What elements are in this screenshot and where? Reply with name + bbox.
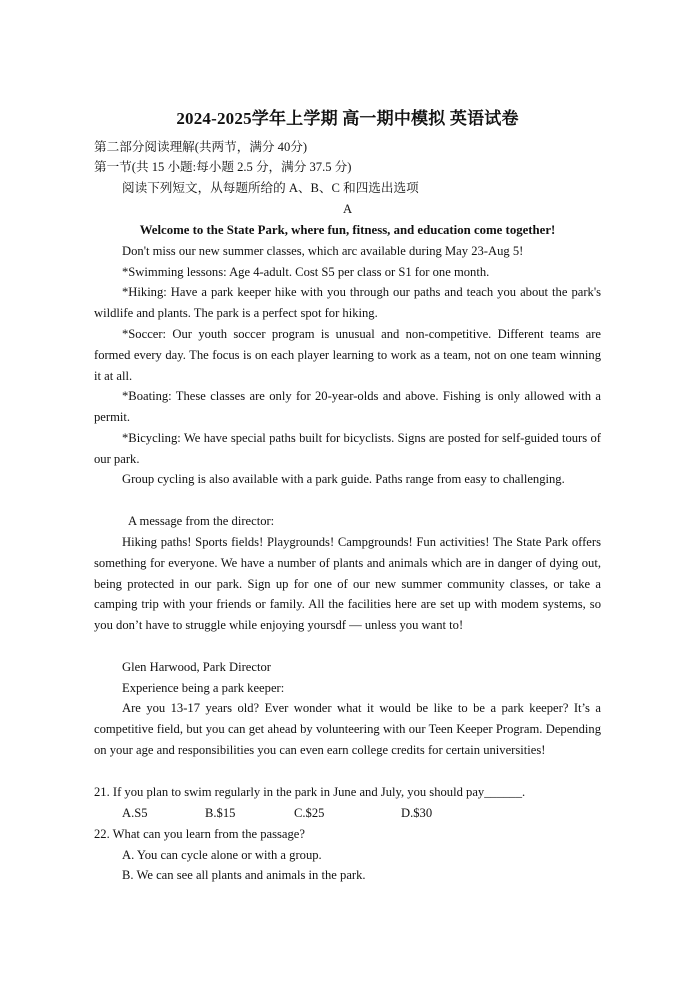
director-message: Hiking paths! Sports fields! Playgrounds! Campgrounds! Fun activities! The State Park offers something for everyone. We have a number of plants and animals which are in danger of dying out, being protected in our park. Sign up for one of our new summer community classes, or take a camping trip with your friends or family. All the facilities here are set up with modem systems, so you don’t have to struggle while enjoying yoursdf ― unless you want to! bbox=[94, 535, 601, 633]
exam-title: 2024-2025学年上学期 高一期中模拟 英语试卷 bbox=[176, 109, 519, 128]
group-cycling-paragraph: Group cycling is also available with a park guide. Paths range from easy to challenging. bbox=[122, 472, 565, 486]
keeper-paragraph: Are you 13-17 years old? Ever wonder what it would be like to be a park keeper? It’s a competitive field, but you can get ahead by volunteering with our Teen Keeper Program. Depending on your age and responsibilities you can even earn college credits for certain universities! bbox=[94, 701, 601, 757]
q21-option-c: C.$25 bbox=[294, 806, 325, 820]
part-heading: 第二部分阅读理解(共两节，满分 40分) bbox=[94, 140, 308, 154]
passage-intro: Don't miss our new summer classes, which arc available during May 23-Aug 5! bbox=[122, 244, 524, 258]
passage-label: A bbox=[342, 202, 353, 216]
q21-option-a: A.S5 bbox=[122, 806, 148, 820]
passage-heading: Welcome to the State Park, where fun, fitness, and education come together! bbox=[139, 223, 556, 237]
q22-option-a: A. You can cycle alone or with a group. bbox=[122, 848, 322, 862]
instruction-text: 阅读下列短文，从每题所给的 A、B、C 和四选出选项 bbox=[122, 181, 419, 195]
q21-option-d: D.$30 bbox=[401, 806, 433, 820]
swimming-paragraph: *Swimming lessons: Age 4-adult. Cost S5 per class or S1 for one month. bbox=[122, 265, 490, 279]
hiking-paragraph: *Hiking: Have a park keeper hike with you through our paths and teach you about the park's wildlife and plants. The park is a perfect spot for hiking. bbox=[94, 285, 601, 320]
q22-option-b: B. We can see all plants and animals in the park. bbox=[122, 868, 366, 882]
question-22: 22. What can you learn from the passage? bbox=[94, 827, 305, 841]
soccer-paragraph: *Soccer: Our youth soccer program is unusual and non-competitive. Different teams are formed every day. The focus is on each player learning to work as a team, not on one team winning it at all. bbox=[94, 327, 601, 383]
director-signature: Glen Harwood, Park Director bbox=[122, 660, 271, 674]
boating-paragraph: *Boating: These classes are only for 20-year-olds and above. Fishing is only allowed with a permit. bbox=[94, 389, 601, 424]
q21-option-b: B.$15 bbox=[205, 806, 236, 820]
question-21: 21. If you plan to swim regularly in the park in June and July, you should pay______. bbox=[94, 785, 526, 799]
director-intro: A message from the director: bbox=[128, 514, 275, 528]
section-heading: 第一节(共 15 小题:每小题 2.5 分，满分 37.5 分) bbox=[94, 160, 352, 174]
keeper-title: Experience being a park keeper: bbox=[122, 681, 285, 695]
bicycling-paragraph: *Bicycling: We have special paths built for bicyclists. Signs are posted for self-guided tours of our park. bbox=[94, 431, 601, 466]
